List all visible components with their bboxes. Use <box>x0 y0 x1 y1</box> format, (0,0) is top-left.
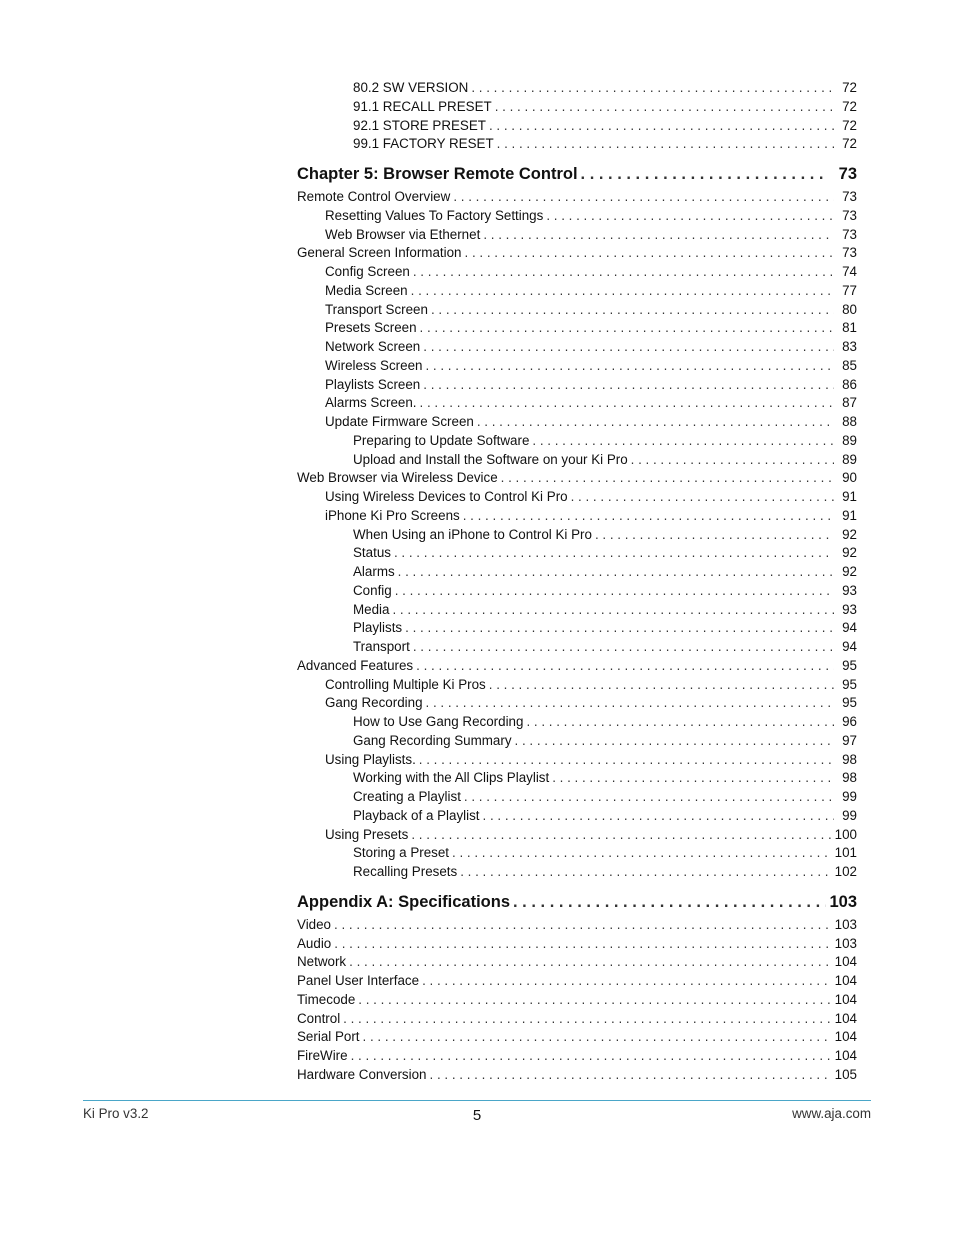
toc-chapter-entry[interactable] <box>297 160 857 188</box>
toc-entry-title: Media Screen <box>325 282 408 298</box>
toc-entry[interactable] <box>297 376 857 395</box>
dot-leader <box>471 79 834 98</box>
toc-entry-page: 104 <box>834 991 857 1007</box>
dot-leader <box>394 544 834 563</box>
toc-entry[interactable] <box>297 98 857 117</box>
toc-entry[interactable] <box>297 1028 857 1047</box>
toc-entry[interactable] <box>297 657 857 676</box>
toc-entry-title: Config <box>353 582 392 598</box>
dot-leader <box>464 788 834 807</box>
toc-entry-page: 96 <box>842 714 857 729</box>
toc-entry-page: 85 <box>842 357 857 373</box>
toc-entry-page: 77 <box>842 282 857 298</box>
toc-entry-page: 80 <box>842 301 857 317</box>
dot-leader <box>483 226 834 245</box>
toc-entry[interactable] <box>297 135 857 154</box>
toc-entry[interactable] <box>297 972 857 991</box>
dot-leader <box>349 953 832 972</box>
toc-entry-title: Panel User Interface <box>297 973 420 988</box>
toc-entry-page: 98 <box>842 751 857 767</box>
toc-entry-page: 101 <box>834 845 857 861</box>
toc-entry-title: Playlists <box>353 620 403 636</box>
footer-website: www.aja.com <box>792 1106 871 1121</box>
toc-entry-title: Using Wireless Devices to Control Ki Pro <box>325 489 568 504</box>
toc-entry-title: Appendix A: Specifications <box>297 892 511 911</box>
toc-entry-page: 72 <box>842 80 857 95</box>
toc-entry-title: Wireless Screen <box>325 357 423 373</box>
toc-entry-page: 73 <box>842 226 857 242</box>
toc-entry-title: Controlling Multiple Ki Pros <box>325 676 486 692</box>
dot-leader <box>426 694 834 713</box>
dot-leader <box>489 676 834 695</box>
dot-leader <box>546 207 834 226</box>
toc-entry-title: Playlists Screen <box>325 376 421 392</box>
dot-leader <box>497 135 834 154</box>
toc-entry[interactable] <box>297 1066 857 1085</box>
toc-entry-page: 89 <box>842 432 857 448</box>
toc-entry-title: Control <box>297 1010 341 1026</box>
toc-entry-page: 87 <box>842 395 857 411</box>
dot-leader <box>581 160 828 188</box>
toc-entry-title: Using Presets <box>325 826 409 842</box>
dot-leader <box>571 488 834 507</box>
toc-entry-page: 98 <box>842 770 857 786</box>
dot-leader <box>413 638 834 657</box>
toc-entry-page: 104 <box>834 1029 857 1045</box>
toc-entry-title: 99.1 FACTORY RESET <box>353 136 494 152</box>
toc-entry-page: 90 <box>842 470 857 486</box>
toc-entry-page: 103 <box>829 892 857 911</box>
toc-entry-title: Presets Screen <box>325 320 417 336</box>
dot-leader <box>423 376 834 395</box>
toc-entry-page: 93 <box>842 601 857 617</box>
dot-leader <box>460 863 831 882</box>
table-of-contents <box>297 79 857 1085</box>
dot-leader <box>358 991 831 1010</box>
toc-entry-page: 89 <box>842 451 857 467</box>
dot-leader <box>419 751 834 770</box>
toc-entry[interactable] <box>297 844 857 863</box>
dot-leader <box>532 432 834 451</box>
toc-entry-title: How to Use Gang Recording <box>353 714 524 729</box>
toc-entry[interactable] <box>297 582 857 601</box>
toc-entry[interactable] <box>297 826 857 845</box>
dot-leader <box>398 563 834 582</box>
toc-entry-title: iPhone Ki Pro Screens <box>325 507 460 523</box>
toc-entry[interactable] <box>297 226 857 245</box>
toc-entry-title: 92.1 STORE PRESET <box>353 117 486 133</box>
dot-leader <box>413 263 834 282</box>
toc-entry-title: Config Screen <box>325 264 410 279</box>
toc-entry-title: Using Playlists. <box>325 751 416 767</box>
dot-leader <box>631 451 834 470</box>
toc-entry[interactable] <box>297 916 857 935</box>
toc-entry-page: 99 <box>842 807 857 823</box>
toc-entry[interactable] <box>297 788 857 807</box>
toc-entry[interactable] <box>297 488 857 507</box>
toc-entry-page: 92 <box>842 564 857 579</box>
toc-entry-title: Network <box>297 954 347 970</box>
dot-leader <box>334 935 831 954</box>
dot-leader <box>363 1028 832 1047</box>
footer-divider <box>83 1100 871 1101</box>
toc-entry-page: 103 <box>834 916 857 932</box>
dot-leader <box>483 807 834 826</box>
toc-entry-page: 104 <box>834 973 857 988</box>
toc-entry[interactable] <box>297 413 857 432</box>
dot-leader <box>513 888 826 916</box>
dot-leader <box>351 1047 832 1066</box>
toc-entry-title: Alarms Screen. <box>325 395 417 411</box>
toc-entry-title: Playback of a Playlist <box>353 807 480 823</box>
toc-entry-page: 92 <box>842 545 857 561</box>
toc-entry[interactable] <box>297 301 857 320</box>
toc-entry[interactable] <box>297 638 857 657</box>
dot-leader <box>489 117 834 136</box>
dot-leader <box>334 916 832 935</box>
toc-entry[interactable] <box>297 769 857 788</box>
toc-entry[interactable] <box>297 807 857 826</box>
dot-leader <box>453 188 834 207</box>
toc-entry[interactable] <box>297 244 857 263</box>
toc-entry-title: Preparing to Update Software <box>353 432 530 448</box>
toc-entry-title: Creating a Playlist <box>353 789 461 804</box>
toc-entry-title: Alarms <box>353 564 395 579</box>
toc-entry-title: Chapter 5: Browser Remote Control <box>297 165 578 183</box>
toc-entry-page: 93 <box>842 582 857 598</box>
toc-entry-title: Media <box>353 601 390 617</box>
toc-entry[interactable] <box>297 451 857 470</box>
toc-chapter-entry[interactable] <box>297 888 857 916</box>
toc-entry-title: Network Screen <box>325 339 421 354</box>
dot-leader <box>405 619 834 638</box>
dot-leader <box>411 826 831 845</box>
toc-entry-page: 72 <box>842 98 857 114</box>
toc-entry-title: Web Browser via Ethernet <box>325 226 481 242</box>
toc-entry-page: 73 <box>842 245 857 261</box>
toc-entry-title: Storing a Preset <box>353 845 450 861</box>
toc-entry-page: 95 <box>842 657 857 673</box>
toc-entry-title: Remote Control Overview <box>297 189 451 204</box>
toc-entry[interactable] <box>297 1047 857 1066</box>
toc-entry[interactable] <box>297 953 857 972</box>
toc-entry[interactable] <box>297 526 857 545</box>
dot-leader <box>392 601 834 620</box>
dot-leader <box>526 713 834 732</box>
dot-leader <box>425 357 834 376</box>
toc-entry-page: 94 <box>842 620 857 636</box>
toc-entry[interactable] <box>297 394 857 413</box>
toc-entry-title: Resetting Values To Factory Settings <box>325 207 544 223</box>
toc-entry-title: General Screen Information <box>297 245 462 261</box>
dot-leader <box>495 98 834 117</box>
toc-entry-page: 86 <box>842 376 857 392</box>
dot-leader <box>452 844 832 863</box>
toc-entry[interactable] <box>297 319 857 338</box>
toc-entry-title: Recalling Presets <box>353 864 458 879</box>
toc-entry[interactable] <box>297 357 857 376</box>
toc-entry-page: 81 <box>842 320 857 336</box>
toc-entry-title: 91.1 RECALL PRESET <box>353 98 492 114</box>
toc-entry[interactable] <box>297 619 857 638</box>
dot-leader <box>411 282 834 301</box>
toc-entry-page: 74 <box>842 264 857 279</box>
toc-entry-title: When Using an iPhone to Control Ki Pro <box>353 526 592 542</box>
toc-entry-title: Timecode <box>297 991 356 1007</box>
dot-leader <box>420 319 834 338</box>
toc-entry[interactable] <box>297 263 857 282</box>
toc-entry-page: 73 <box>838 165 857 183</box>
toc-entry-title: Serial Port <box>297 1029 360 1045</box>
toc-entry-title: FireWire <box>297 1048 348 1063</box>
toc-entry-title: Video <box>297 916 332 932</box>
dot-leader <box>430 1066 832 1085</box>
toc-entry[interactable] <box>297 188 857 207</box>
toc-entry-title: Working with the All Clips Playlist <box>353 770 550 786</box>
toc-entry[interactable] <box>297 601 857 620</box>
toc-entry[interactable] <box>297 694 857 713</box>
dot-leader <box>552 769 834 788</box>
toc-entry-page: 83 <box>842 339 857 354</box>
toc-entry-page: 104 <box>834 1048 857 1063</box>
toc-entry-page: 72 <box>842 136 857 152</box>
toc-entry[interactable] <box>297 338 857 357</box>
toc-entry-page: 73 <box>842 189 857 204</box>
dot-leader <box>420 394 834 413</box>
toc-entry[interactable] <box>297 713 857 732</box>
toc-entry[interactable] <box>297 282 857 301</box>
toc-entry-page: 91 <box>842 489 857 504</box>
toc-entry-title: 80.2 SW VERSION <box>353 80 469 95</box>
toc-entry-page: 91 <box>842 507 857 523</box>
toc-entry-title: Advanced Features <box>297 657 414 673</box>
toc-entry-title: Update Firmware Screen <box>325 414 474 429</box>
toc-entry[interactable] <box>297 676 857 695</box>
toc-entry-page: 88 <box>842 414 857 429</box>
toc-entry-title: Gang Recording <box>325 695 423 711</box>
toc-entry[interactable] <box>297 544 857 563</box>
toc-entry-page: 102 <box>834 864 857 879</box>
toc-entry[interactable] <box>297 1010 857 1029</box>
dot-leader <box>477 413 834 432</box>
toc-entry-page: 104 <box>834 954 857 970</box>
footer-product-version: Ki Pro v3.2 <box>83 1106 149 1121</box>
toc-entry-page: 95 <box>842 695 857 711</box>
toc-entry-title: Upload and Install the Software on your Ki Pro <box>353 451 628 467</box>
toc-entry[interactable] <box>297 751 857 770</box>
toc-entry-page: 104 <box>834 1010 857 1026</box>
dot-leader <box>463 507 834 526</box>
toc-entry-page: 92 <box>842 526 857 542</box>
toc-entry[interactable] <box>297 507 857 526</box>
toc-entry[interactable] <box>297 991 857 1010</box>
toc-entry[interactable] <box>297 117 857 136</box>
dot-leader <box>515 732 834 751</box>
dot-leader <box>595 526 834 545</box>
toc-entry-page: 99 <box>842 789 857 804</box>
toc-entry-title: Transport <box>353 639 410 654</box>
dot-leader <box>422 972 832 991</box>
toc-entry-page: 97 <box>842 732 857 748</box>
toc-entry-title: Audio <box>297 935 332 951</box>
toc-entry-page: 72 <box>842 117 857 133</box>
toc-entry-page: 103 <box>834 935 857 951</box>
toc-entry[interactable] <box>297 935 857 954</box>
toc-entry[interactable] <box>297 563 857 582</box>
toc-entry-title: Status <box>353 545 391 561</box>
dot-leader <box>343 1010 831 1029</box>
toc-entry-page: 73 <box>842 207 857 223</box>
toc-entry-page: 94 <box>842 639 857 654</box>
dot-leader <box>416 657 834 676</box>
toc-entry[interactable] <box>297 469 857 488</box>
dot-leader <box>465 244 835 263</box>
toc-entry-page: 95 <box>842 676 857 692</box>
toc-entry-page: 105 <box>834 1066 857 1082</box>
dot-leader <box>501 469 834 488</box>
toc-entry-page: 100 <box>834 826 857 842</box>
toc-entry[interactable] <box>297 79 857 98</box>
dot-leader <box>431 301 834 320</box>
toc-entry-title: Transport Screen <box>325 301 428 317</box>
dot-leader <box>395 582 834 601</box>
toc-entry-title: Gang Recording Summary <box>353 732 512 748</box>
toc-entry[interactable] <box>297 432 857 451</box>
toc-entry[interactable] <box>297 732 857 751</box>
toc-entry-title: Hardware Conversion <box>297 1066 427 1082</box>
toc-entry-title: Web Browser via Wireless Device <box>297 470 498 486</box>
dot-leader <box>423 338 834 357</box>
toc-entry[interactable] <box>297 863 857 882</box>
toc-entry[interactable] <box>297 207 857 226</box>
footer-page-number: 5 <box>472 1107 482 1124</box>
